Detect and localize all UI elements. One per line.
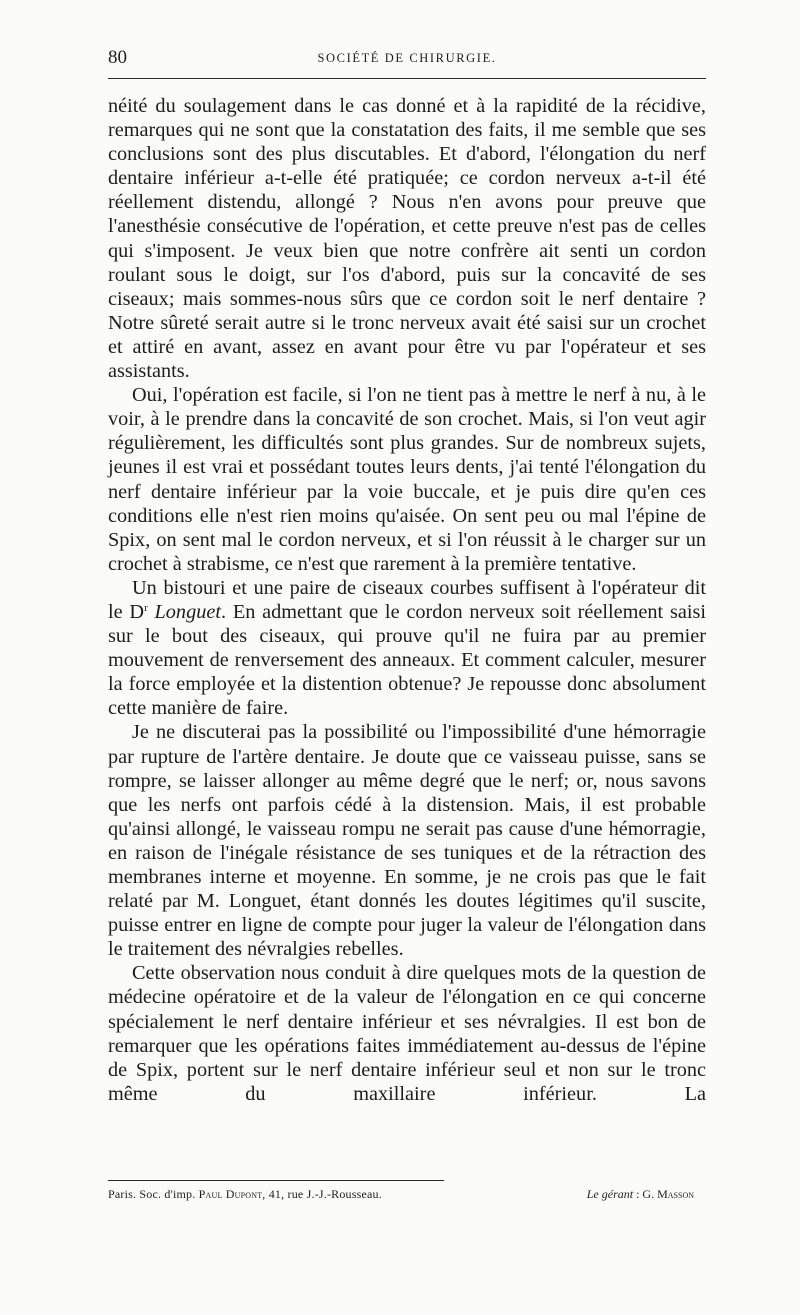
running-title: SOCIÉTÉ DE CHIRURGIE. (317, 51, 497, 65)
manager-separator: : G. (633, 1187, 655, 1201)
page-footer (108, 1185, 706, 1203)
paragraph-3 (108, 576, 706, 721)
manager-label: Le gérant (586, 1187, 634, 1201)
printer-address: , 41, rue J.-J.-Rousseau. (262, 1187, 382, 1201)
page-header (108, 46, 706, 70)
manager-name: Masson (657, 1187, 694, 1201)
printer-name: Paul Dupont (198, 1187, 263, 1201)
paragraph-2: Oui, l'opération est facile, si l'on ne tient pas à mettre le nerf à nu, à le voir, à le prendre dans la concavité de son crochet. Mais, si l'on veut agir régulièrement, les difficultés sont plus grandes. Sur de nombreux sujets, jeunes il est vrai et possédant toutes leurs dents, j'ai tenté l'élongation du nerf dentaire inférieur par la voie buccale, et je puis dire qu'en ces conditions elle n'est rien moins qu'aisée. On sent peu ou mal l'épine de Spix, on sent mal le cordon nerveux, et si l'on réussit à le charger sur un crochet à strabisme, ce n'est que rarement à la première tentative. (108, 384, 706, 575)
printer-prefix: Paris. Soc. d'imp. (108, 1187, 196, 1201)
body-text (108, 94, 706, 1106)
paragraph-5: Cette observation nous conduit à dire quelques mots de la question de médecine opératoire et de la valeur de l'élongation en ce qui concerne spécialement le nerf dentaire inférieur et ses névralgies. Il est bon de remarquer que les opérations faites immédiatement au-dessus de l'épine de Spix, portent sur le nerf dentaire inférieur seul et non sur le tronc même du maxillaire inférieur. La (108, 962, 706, 1105)
paragraph-1: néité du soulagement dans le cas donné et à la rapidité de la récidive, remarques qui ne sont que la constatation des faits, il me semble que ses conclusions sont des plus discutables. Et d'abord, l'élongation du nerf dentaire inférieur a-t-elle été pratiquée; ce cordon nerveux a-t-il été réellement distendu, allongé ? Nous n'en avons pour preuve que l'anesthésie consécutive de l'opération, et cette preuve n'est pas de celles qui s'imposent. Je veux bien que notre confrère ait senti un cordon roulant sous le doigt, sur l'os d'abord, puis sur la concavité de ses ciseaux; mais sommes-nous sûrs que ce cordon soit le nerf dentaire ? Notre sûreté serait autre si le tronc nerveux avait été saisi sur un crochet et attiré en avant, assez en avant pour être vu par l'opérateur et ses assistants. (108, 95, 706, 383)
paragraph-4: Je ne discuterai pas la possibilité ou l'impossibilité d'une hémorragie par rupture de l'artère dentaire. Je doute que ce vaisseau puisse, sans se rompre, se laisser allonger au même degré que le nerf; or, nous savons que les nerfs ont parfois cédé à la distension. Mais, il est probable qu'ainsi allongé, le vaisseau rompu ne serait pas cause d'une hémorragie, en raison de l'inégale résistance de ses tuniques et de la rétraction des membranes interne et moyenne. En somme, je ne crois pas que le fait relaté par M. Longuet, étant donnés les doutes légitimes qu'il suscite, puisse entrer en ligne de compte pour juger la valeur de l'élongation dans le traitement des névralgies rebelles. (108, 721, 706, 961)
page-number: 80 (108, 47, 127, 68)
header-rule (108, 78, 706, 79)
paragraph-3-start: Un bistouri et une paire de ciseaux courbes suffisent à l'opérateur dit le D (108, 576, 706, 623)
paragraph-3-end: . En admettant que le cordon nerveux soit réellement saisi sur le bout des ciseaux, qui prouve qu'il ne fuira par au premier mouvement de renversement des anneaux. Et comment calculer, mesurer la force employée et la distention obtenue? Je repousse donc absolument cette manière de faire. (108, 600, 706, 720)
footer-rule (108, 1180, 444, 1181)
author-name: Longuet (154, 600, 221, 623)
manager-credit (587, 1185, 694, 1203)
printer-imprint (108, 1185, 382, 1203)
doctor-superscript: r (144, 601, 148, 614)
